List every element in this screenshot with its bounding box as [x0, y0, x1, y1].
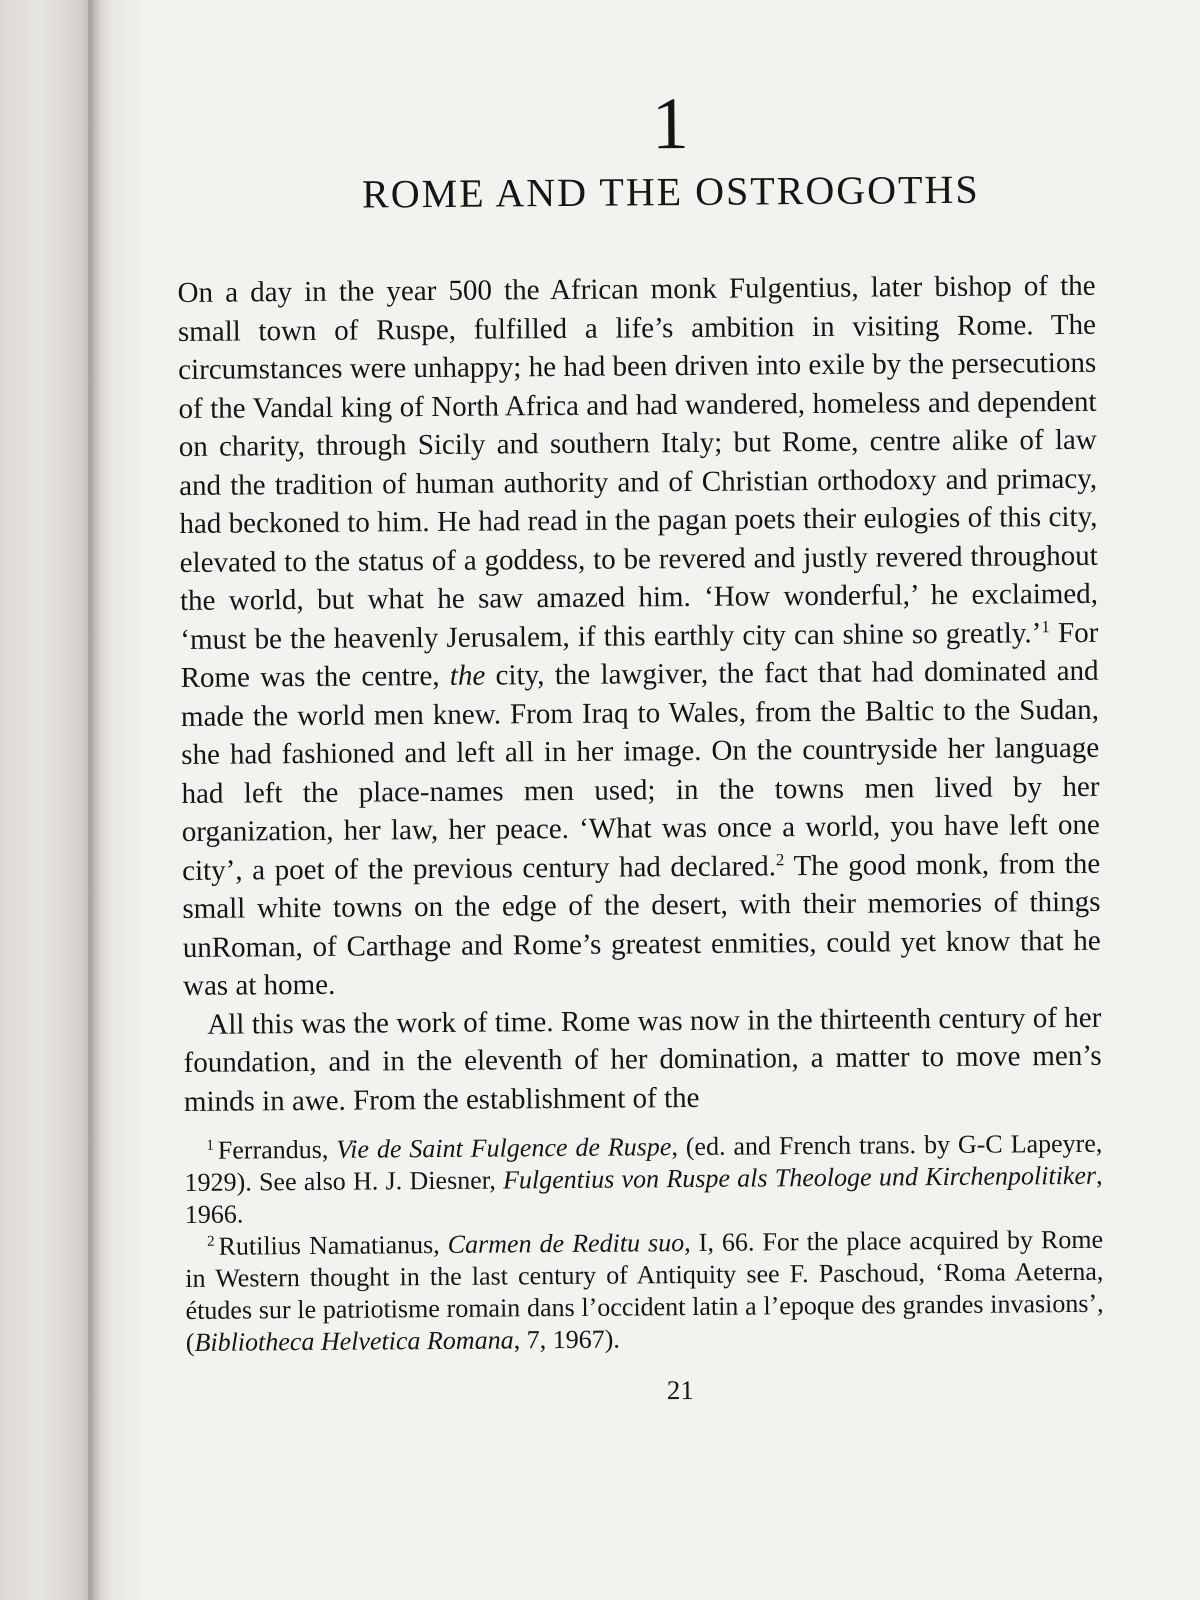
footnote-ref-1: 1 [1041, 616, 1050, 636]
footnote-2-title-a: Carmen de Reditu suo [447, 1228, 685, 1259]
page-content [176, 81, 1104, 1410]
chapter-number: 1 [651, 82, 690, 166]
footnote-2-text-b: , I, 66. For the place acquired by Rome in Western thought in the last century of Antiquity see F. Paschoud, ‘Roma Aeterna, études sur le patriotisme romain dans l’occident latin a l’epoque des grandes invasions’, ( [185, 1224, 1104, 1357]
chapter-title: ROME AND THE OSTROGOTHS [361, 166, 980, 217]
footnote-1-text-a: Ferrandus, [217, 1134, 337, 1165]
footnote-1-title-b: Fulgentius von Ruspe als Theologe und Kirchenpolitiker [502, 1160, 1097, 1195]
paragraph-2: All this was the work of time. Rome was now in the thirteenth century of her foundation, and in the eleventh of her domination, a matter to move men’s minds in awe. From the establishment of the [183, 1001, 1102, 1118]
book-page [100, 0, 1200, 1600]
footnote-1-text-c: , 1966. [184, 1160, 1103, 1229]
footnote-1 [184, 1128, 1103, 1231]
paragraph-1 [177, 267, 1101, 1006]
left-page-edge [0, 0, 92, 1600]
footnotes [184, 1128, 1104, 1359]
paragraph-1-text-d: The good monk, from the small white towns on the edge of the desert, with their memories of things unRoman, of Carthage and Rome’s greatest enmities, could yet know that he was at home. [182, 847, 1101, 1002]
footnote-2-text-a: Rutilius Namatianus, [218, 1229, 448, 1261]
footnote-1-text-b: , (ed. and French trans. by G-C Lapeyre, 1929). See also H. J. Diesner, [184, 1128, 1103, 1197]
footnote-1-title-a: Vie de Saint Fulgence de Ruspe [336, 1132, 672, 1164]
footnote-ref-2: 2 [775, 849, 785, 869]
paragraph-1-text-b: For Rome was the centre, [180, 616, 1099, 694]
footnote-2-title-b: Bibliotheca Helvetica Romana [194, 1325, 514, 1357]
footnote-2-mark: 2 [206, 1233, 215, 1250]
gutter-shadow [88, 0, 148, 1600]
paragraph-1-text-c: city, the lawgiver, the fact that had dominated and made the world men knew. From Iraq to Wales, from the Baltic to the Sudan, she had fashioned and left all in her image. On the countryside her language had left the place-names men used; in the towns men lived by her organization, her law, her peace. ‘What was once a world, you have left one city’, a poet of the previous century had declared. [180, 654, 1100, 887]
paragraph-1-emphasis: the [449, 659, 486, 692]
page-number: 21 [666, 1374, 694, 1406]
body-text [177, 267, 1102, 1121]
paragraph-1-text-a: On a day in the year 500 the African monk Fulgentius, later bishop of the small town of Ruspe, fulfilled a life’s ambition in visiting Rome. The circumstances were unhappy; he had been driven into exile by the persecutions of the Vandal king of North Africa and had wandered, homeless and dependent on charity, through Sicily and southern Italy; but Rome, centre alike of law and the tradition of human authority and of Christian orthodoxy and primacy, had beckoned to him. He had read in the pagan poets their eulogies of this city, elevated to the status of a goddess, to be revered and justly revered throughout the world, but what he saw amazed him. ‘How wonderful,’ he exclaimed, ‘must be the heavenly Jerusalem, if this earthly city can shine so greatly.’ [177, 269, 1099, 656]
footnote-2-text-c: , 7, 1967). [513, 1324, 620, 1355]
footnote-2 [185, 1224, 1104, 1359]
footnote-1-mark: 1 [206, 1137, 214, 1154]
